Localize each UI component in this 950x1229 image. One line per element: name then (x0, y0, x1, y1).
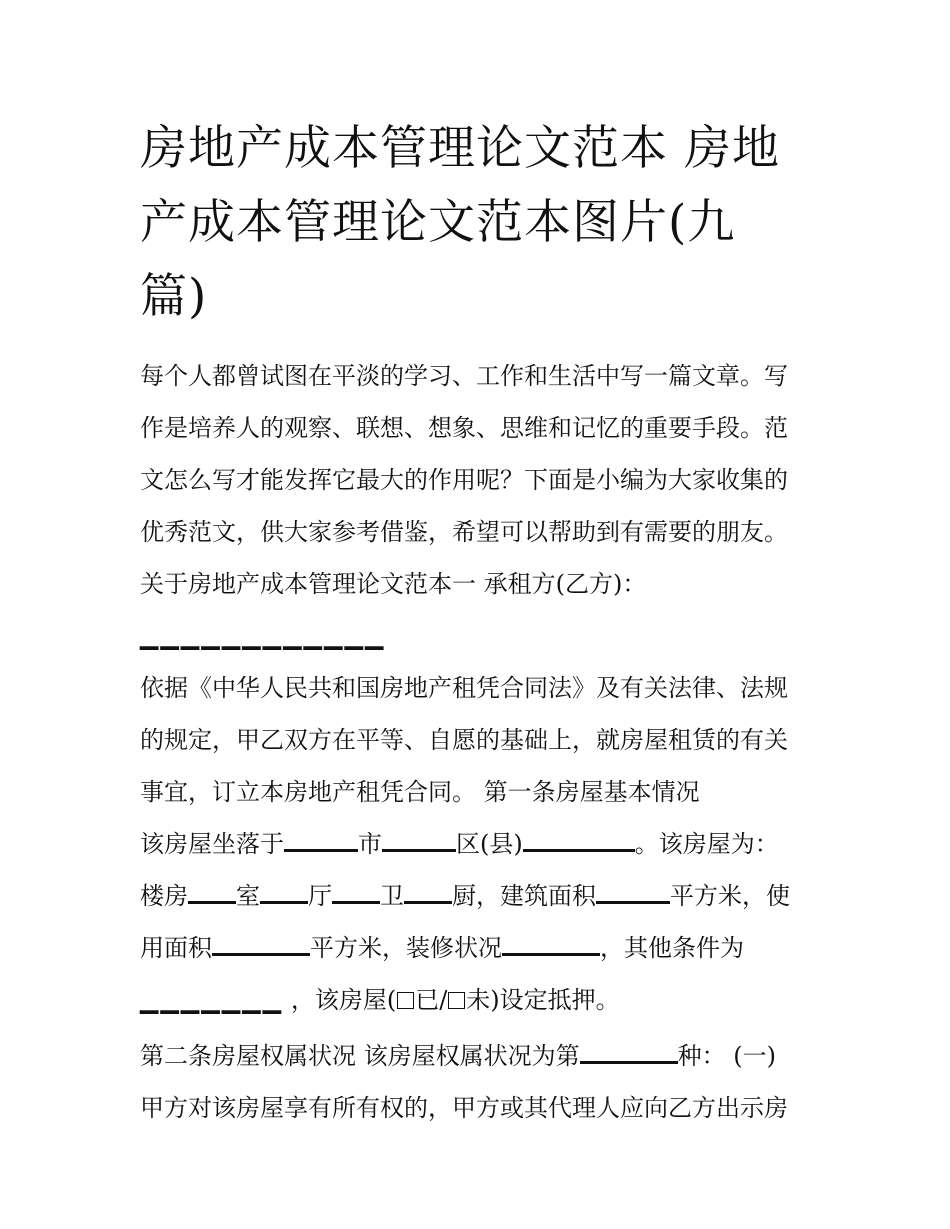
title-line-3: 篇) (140, 269, 208, 324)
hall-blank (332, 881, 380, 904)
contract-line-3: 事宜，订立本房地产租凭合同。 第一条房屋基本情况 (140, 778, 700, 806)
room-blank (260, 881, 308, 904)
contract-line-4 (140, 818, 820, 870)
house-type-label: 。该房屋为： (634, 830, 779, 858)
building-blank (188, 881, 236, 904)
city-label: 市 (358, 830, 382, 858)
district-blank (382, 829, 456, 852)
title-line-2: 产成本管理论文范本图片(九 (140, 195, 736, 250)
usable-area-label: 用面积 (140, 934, 212, 962)
contract-line-2: 的规定，甲乙双方在平等、自愿的基础上，就房屋租赁的有关 (140, 726, 788, 754)
signature-blank-line (140, 610, 820, 662)
not-mortgaged-label: 未)设定抵押。 (466, 986, 620, 1014)
district-label: 区(县) (456, 830, 523, 858)
intro-line-5: 关于房地产成本管理论文范本一 承租方(乙方)： (140, 570, 647, 598)
checkbox-icon (448, 992, 465, 1009)
document-body (140, 350, 820, 1134)
bath-blank (404, 881, 452, 904)
title-line-1: 房地产成本管理论文范本 房地 (140, 121, 780, 176)
ownership-label: 第二条房屋权属状况 该房屋权属状况为第 (140, 1042, 580, 1070)
location-label: 该房屋坐落于 (140, 830, 284, 858)
room-label: 室 (236, 882, 260, 910)
mortgage-label: ，该房屋( (283, 986, 397, 1014)
contract-line-8 (140, 1030, 820, 1082)
hall-label: 厅 (308, 882, 332, 910)
intro-line-3: 文怎么写才能发挥它最大的作用呢？下面是小编为大家收集的 (140, 466, 788, 494)
building-label: 楼房 (140, 882, 188, 910)
contract-line-6 (140, 922, 820, 974)
other-conditions-label: ，其他条件为 (600, 934, 744, 962)
intro-line-1: 每个人都曾试图在平淡的学习、工作和生活中写一篇文章。写 (140, 362, 788, 390)
bath-label: 卫 (380, 882, 404, 910)
sqm-label: 平方米，使 (670, 882, 790, 910)
intro-line-2: 作是培养人的观察、联想、想象、思维和记忆的重要手段。范 (140, 414, 788, 442)
intro-line-4: 优秀范文，供大家参考借鉴，希望可以帮助到有需要的朋友。 (140, 518, 788, 546)
decoration-blank (502, 933, 600, 956)
ownership-type-label: 种： (一) (677, 1042, 776, 1070)
decoration-label: 平方米，装修状况 (310, 934, 502, 962)
document-page (140, 112, 820, 1134)
document-title (140, 112, 820, 334)
checkbox-icon (397, 992, 414, 1009)
usable-area-blank (212, 933, 310, 956)
contract-line-7 (140, 974, 820, 1026)
address-blank (523, 829, 635, 852)
conditions-dash-blank: ▁▁▁▁▁▁▁ (140, 985, 284, 1014)
city-blank (284, 829, 358, 852)
dash-blank: ▁▁▁▁▁▁▁▁▁▁▁▁ (140, 621, 386, 650)
contract-line-5 (140, 870, 820, 922)
building-area-blank (596, 881, 670, 904)
contract-line-9: 甲方对该房屋享有所有权的，甲方或其代理人应向乙方出示房 (140, 1094, 788, 1122)
kitchen-area-label: 厨，建筑面积 (452, 882, 596, 910)
ownership-type-blank (580, 1041, 678, 1064)
mortgaged-label: 已/ (415, 986, 448, 1014)
contract-line-1: 依据《中华人民共和国房地产租凭合同法》及有关法律、法规 (140, 674, 788, 702)
